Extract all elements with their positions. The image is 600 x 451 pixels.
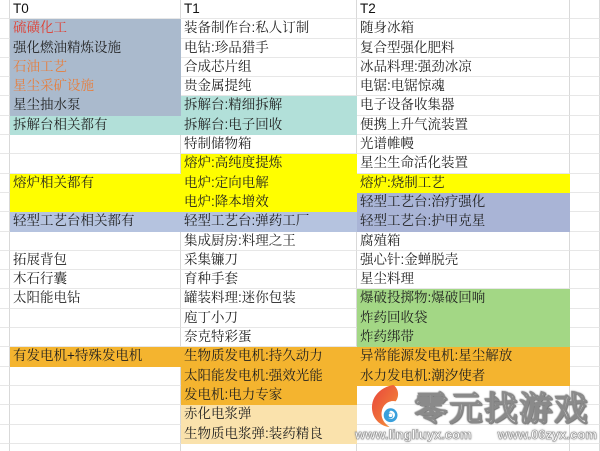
table-cell-t1-row12[interactable]: 集成厨房:料理之王: [181, 232, 357, 251]
table-cell-t2-row11[interactable]: 轻型工艺台:护甲克星: [357, 212, 570, 231]
table-cell-t2-row5[interactable]: 电子设备收集器: [357, 96, 570, 115]
row-gutter-cell[interactable]: [0, 405, 10, 424]
spare-column-cell[interactable]: [570, 367, 600, 386]
row-gutter-cell[interactable]: [0, 289, 10, 308]
table-cell-t2-row12[interactable]: 腐殖箱: [357, 232, 570, 251]
filler-cell: [357, 444, 570, 451]
row-gutter-cell[interactable]: [0, 270, 10, 289]
spare-column-cell[interactable]: [570, 116, 600, 135]
table-cell-t1-row20[interactable]: 发电机:电力专家: [181, 386, 357, 405]
table-cell-t2-row8[interactable]: 星尘生命活化装置: [357, 154, 570, 173]
row-gutter-cell[interactable]: [0, 39, 10, 58]
table-cell-t2-row22[interactable]: [357, 425, 570, 444]
table-cell-t2-row10[interactable]: 轻型工艺台:治疗强化: [357, 193, 570, 212]
table-cell-t1-row2[interactable]: 电钻:珍品猎手: [181, 39, 357, 58]
table-cell-t2-row20[interactable]: [357, 386, 570, 405]
table-cell-t1-row15[interactable]: 罐装料理:迷你包装: [181, 289, 357, 308]
spare-column-cell[interactable]: [570, 77, 600, 96]
filler-cell: [10, 444, 181, 451]
row-gutter-cell[interactable]: [0, 212, 10, 231]
filler-cell: [0, 444, 10, 451]
spare-column-cell[interactable]: [570, 39, 600, 58]
row-gutter-cell[interactable]: [0, 174, 10, 193]
table-cell-t0-row6[interactable]: 拆解台相关都有: [10, 116, 181, 135]
watermark-url-right: www.06zyx.com: [497, 427, 597, 442]
table-cell-t2-row15[interactable]: 爆破投掷物:爆破回响: [357, 289, 570, 308]
table-cell-t0-row11[interactable]: 轻型工艺台相关都有: [10, 212, 181, 231]
table-cell-t1-row3[interactable]: 合成芯片组: [181, 58, 357, 77]
table-cell-t0-row10[interactable]: [10, 193, 181, 212]
table-cell-t1-row17[interactable]: 奈克特彩蛋: [181, 328, 357, 347]
table-cell-t1-row8[interactable]: 熔炉:高纯度提炼: [181, 154, 357, 173]
row-gutter-cell[interactable]: [0, 367, 10, 386]
column-header-t0[interactable]: T0: [10, 0, 181, 19]
table-cell-t2-row2[interactable]: 复合型强化肥料: [357, 39, 570, 58]
row-gutter-cell[interactable]: [0, 77, 10, 96]
table-cell-t2-row9[interactable]: 熔炉:烧制工艺: [357, 174, 570, 193]
spare-column-cell[interactable]: [570, 425, 600, 444]
spare-column-cell[interactable]: [570, 309, 600, 328]
table-cell-t2-row6[interactable]: 便携上升气流装置: [357, 116, 570, 135]
table-cell-t0-row1[interactable]: 硫磺化工: [10, 19, 181, 38]
spare-column-cell[interactable]: [570, 347, 600, 366]
table-cell-t2-row18[interactable]: 异常能源发电机:星尘解放: [357, 347, 570, 366]
table-cell-t2-row1[interactable]: 随身冰箱: [357, 19, 570, 38]
spare-column-cell[interactable]: [570, 154, 600, 173]
table-cell-t0-row20[interactable]: [10, 386, 181, 405]
table-cell-t1-row4[interactable]: 贵金属提纯: [181, 77, 357, 96]
table-cell-t2-row4[interactable]: 电锯:电锯惊魂: [357, 77, 570, 96]
row-gutter-cell[interactable]: [0, 116, 10, 135]
table-cell-t2-row14[interactable]: 星尘料理: [357, 270, 570, 289]
table-cell-t1-row13[interactable]: 采集镰刀: [181, 251, 357, 270]
table-cell-t1-row9[interactable]: 电炉:定向电解: [181, 174, 357, 193]
table-cell-t1-row7[interactable]: 特制储物箱: [181, 135, 357, 154]
row-gutter-cell[interactable]: [0, 193, 10, 212]
table-cell-t0-row5[interactable]: 星尘抽水泵: [10, 96, 181, 115]
spare-column-cell[interactable]: [570, 270, 600, 289]
row-gutter-cell[interactable]: [0, 386, 10, 405]
row-gutter-header[interactable]: [0, 0, 10, 19]
spare-column-cell[interactable]: [570, 135, 600, 154]
watermark-title: 零元找游戏: [414, 390, 590, 427]
table-cell-t0-row2[interactable]: 强化燃油精炼设施: [10, 39, 181, 58]
row-gutter-cell[interactable]: [0, 232, 10, 251]
column-header-t2[interactable]: T2: [357, 0, 570, 19]
table-cell-t1-row19[interactable]: 太阳能发电机:强效光能: [181, 367, 357, 386]
spare-column-cell[interactable]: [570, 251, 600, 270]
spare-column-cell[interactable]: [570, 212, 600, 231]
table-cell-t2-row16[interactable]: 炸药回收袋: [357, 309, 570, 328]
spare-column-cell[interactable]: [570, 19, 600, 38]
table-cell-t0-row14[interactable]: 木石行囊: [10, 270, 181, 289]
row-gutter-cell[interactable]: [0, 347, 10, 366]
table-cell-t2-row17[interactable]: 炸药绑带: [357, 328, 570, 347]
table-cell-t0-row13[interactable]: 拓展背包: [10, 251, 181, 270]
table-cell-t1-row10[interactable]: 电炉:降本增效: [181, 193, 357, 212]
filler-cell: [181, 444, 357, 451]
table-cell-t1-row5[interactable]: 拆解台:精细拆解: [181, 96, 357, 115]
table-cell-t0-row8[interactable]: [10, 154, 181, 173]
table-cell-t0-row9[interactable]: 熔炉相关都有: [10, 174, 181, 193]
table-cell-t1-row21[interactable]: 赤化电浆弹: [181, 405, 357, 424]
spare-column-cell[interactable]: [570, 193, 600, 212]
row-gutter-cell[interactable]: [0, 154, 10, 173]
row-gutter-cell[interactable]: [0, 96, 10, 115]
table-cell-t0-row22[interactable]: [10, 425, 181, 444]
table-cell-t0-row4[interactable]: 星尘采矿设施: [10, 77, 181, 96]
table-cell-t1-row16[interactable]: 庖丁小刀: [181, 309, 357, 328]
spare-column-cell[interactable]: [570, 405, 600, 424]
table-cell-t0-row3[interactable]: 石油工艺: [10, 58, 181, 77]
table-cell-t0-row19[interactable]: [10, 367, 181, 386]
table-cell-t2-row7[interactable]: 光谱帷幔: [357, 135, 570, 154]
table-cell-t0-row18[interactable]: 有发电机+特殊发电机: [10, 347, 181, 366]
table-cell-t1-row6[interactable]: 拆解台:电子回收: [181, 116, 357, 135]
table-cell-t1-row11[interactable]: 轻型工艺台:弹药工厂: [181, 212, 357, 231]
table-cell-t0-row16[interactable]: [10, 309, 181, 328]
table-cell-t1-row22[interactable]: 生物质电浆弹:装药精良: [181, 425, 357, 444]
table-cell-t2-row13[interactable]: 强心针:金蝉脱壳: [357, 251, 570, 270]
table-cell-t0-row17[interactable]: [10, 328, 181, 347]
table-cell-t0-row7[interactable]: [10, 135, 181, 154]
table-cell-t0-row21[interactable]: [10, 405, 181, 424]
table-cell-t0-row15[interactable]: 太阳能电钻: [10, 289, 181, 308]
spare-column-cell[interactable]: [570, 174, 600, 193]
row-gutter-cell[interactable]: [0, 135, 10, 154]
spare-column-cell[interactable]: [570, 386, 600, 405]
table-cell-t1-row18[interactable]: 生物质发电机:持久动力: [181, 347, 357, 366]
watermark-url-left: www.lingliuyx.com: [355, 427, 472, 442]
table-cell-t0-row12[interactable]: [10, 232, 181, 251]
row-gutter-cell[interactable]: [0, 425, 10, 444]
table-cell-t2-row19[interactable]: 水力发电机:潮汐使者: [357, 367, 570, 386]
table-cell-t2-row3[interactable]: 冰品料理:强劲冰凉: [357, 58, 570, 77]
table-cell-t1-row14[interactable]: 育种手套: [181, 270, 357, 289]
spare-column-cell[interactable]: [570, 232, 600, 251]
filler-cell: [570, 444, 600, 451]
spare-column-cell[interactable]: [570, 328, 600, 347]
row-gutter-cell[interactable]: [0, 251, 10, 270]
column-header-t1[interactable]: T1: [181, 0, 357, 19]
column-header-spare[interactable]: [570, 0, 600, 19]
row-gutter-cell[interactable]: [0, 309, 10, 328]
row-gutter-cell[interactable]: [0, 328, 10, 347]
table-cell-t2-row21[interactable]: [357, 405, 570, 424]
table-cell-t1-row1[interactable]: 装备制作台:私人订制: [181, 19, 357, 38]
spare-column-cell[interactable]: [570, 96, 600, 115]
spare-column-cell[interactable]: [570, 289, 600, 308]
row-gutter-cell[interactable]: [0, 58, 10, 77]
spare-column-cell[interactable]: [570, 58, 600, 77]
row-gutter-cell[interactable]: [0, 19, 10, 38]
